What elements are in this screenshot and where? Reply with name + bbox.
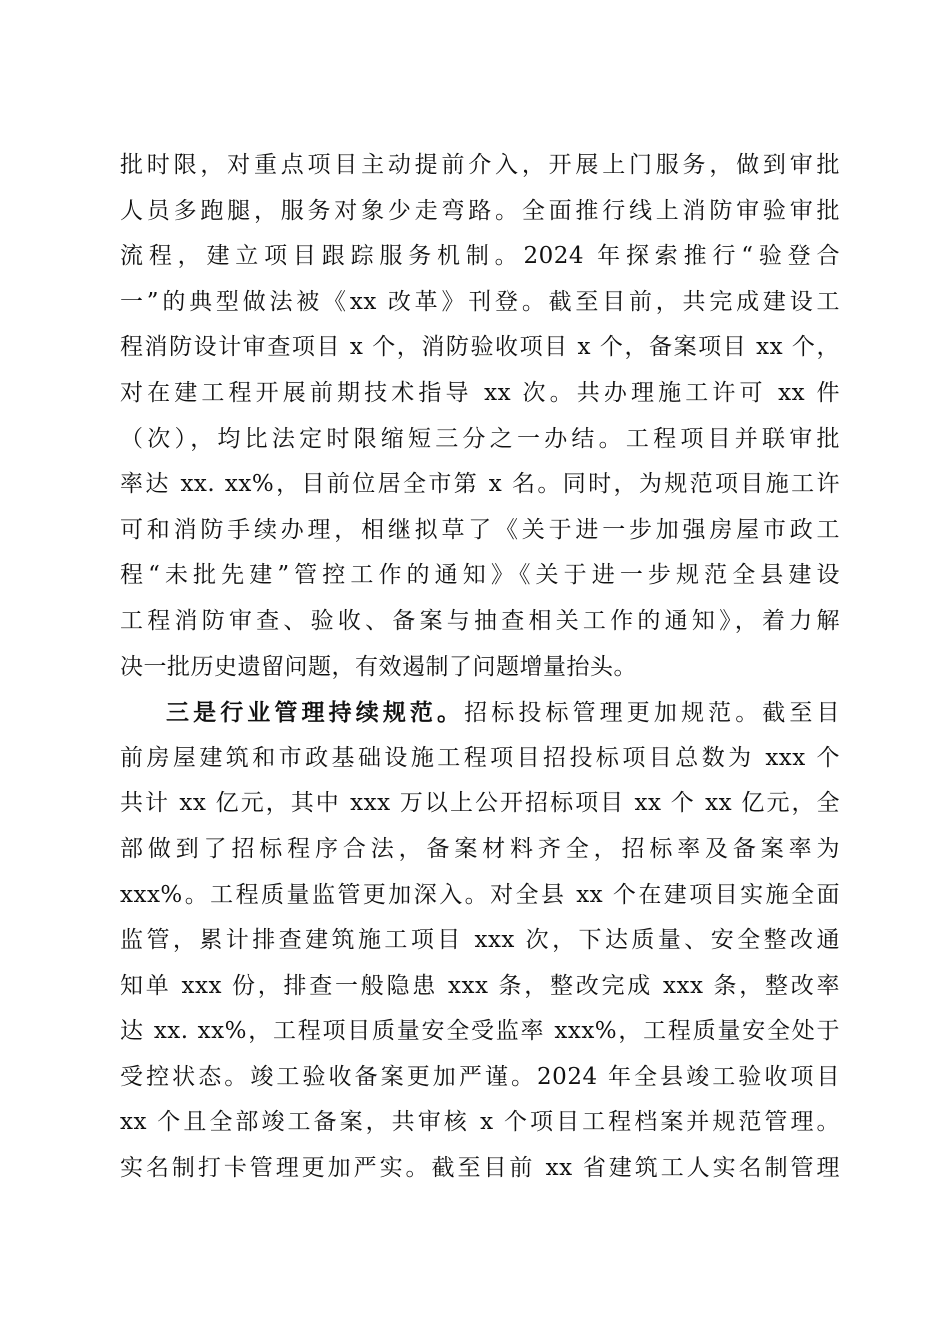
paragraph-2-first-line [120,690,840,736]
paragraph-2-line-6: 监管，累计排查建筑施工项目 xxx 次，下达质量、安全整改通 [120,927,840,954]
paragraph-1-line-5: 程消防设计审查项目 x 个，消防验收项目 x 个，备案项目 xx 个， [120,334,840,361]
paragraph-2-line-8: 达 xx. xx%，工程项目质量安全受监率 xxx%，工程质量安全处于 [120,1018,840,1045]
paragraph-1-line-4: 一”的典型做法被《xx 改革》刊登。截至目前，共完成建设工 [120,288,840,315]
paragraph-1-line-1: 批时限，对重点项目主动提前介入，开展上门服务，做到审批 [120,152,840,178]
paragraph-2-line-11: 实名制打卡管理更加严实。截至目前 xx 省建筑工人实名制管理 [120,1155,840,1182]
paragraph-1-line-9: 可和消防手续办理，相继拟草了《关于进一步加强房屋市政工 [120,516,840,543]
paragraph-2-line-3: 共计 xx 亿元，其中 xxx 万以上公开招标项目 xx 个 xx 亿元，全 [120,790,840,817]
paragraph-1-line-2: 人员多跑腿，服务对象少走弯路。全面推行线上消防审验审批 [120,197,840,224]
paragraph-1-line-11: 工程消防审查、验收、备案与抽查相关工作的通知》，着力解 [120,607,840,634]
paragraph-1-line-3: 流程，建立项目跟踪服务机制。2024 年探索推行“验登合 [120,243,840,270]
paragraph-1-line-8: 率达 xx. xx%，目前位居全市第 x 名。同时，为规范项目施工许 [120,471,840,498]
paragraph-2-line-7: 知单 xxx 份，排查一般隐患 xxx 条，整改完成 xxx 条，整改率 [120,972,840,999]
document-body [120,143,840,1192]
paragraph-1-line-12: 决一批历史遗留问题，有效遏制了问题增量抬头。 [120,653,637,680]
paragraph-2-line-5: xxx%。工程质量监管更加深入。对全县 xx 个在建项目实施全面 [120,881,840,908]
paragraph-2-line-10: xx 个且全部竣工备案，共审核 x 个项目工程档案并规范管理。 [120,1109,840,1136]
paragraph-2-line-2: 前房屋建筑和市政基础设施工程项目招投标项目总数为 xxx 个 [120,744,840,771]
paragraph-1-line-10: 程“未批先建”管控工作的通知》《关于进一步规范全县建设 [120,562,840,589]
paragraph-2-first-line-text: 招标投标管理更加规范。截至目 [464,700,841,727]
paragraph-1-line-7: （次），均比法定时限缩短三分之一办结。工程项目并联审批 [120,425,840,452]
paragraph-1-line-6: 对在建工程开展前期技术指导 xx 次。共办理施工许可 xx 件 [120,379,840,406]
paragraph-2-line-9: 受控状态。竣工验收备案更加严谨。2024 年全县竣工验收项目 [120,1063,840,1090]
section-heading: 三是行业管理持续规范。 [166,699,465,727]
paragraph-2-line-4: 部做到了招标程序合法，备案材料齐全，招标率及备案率为 [120,835,840,862]
